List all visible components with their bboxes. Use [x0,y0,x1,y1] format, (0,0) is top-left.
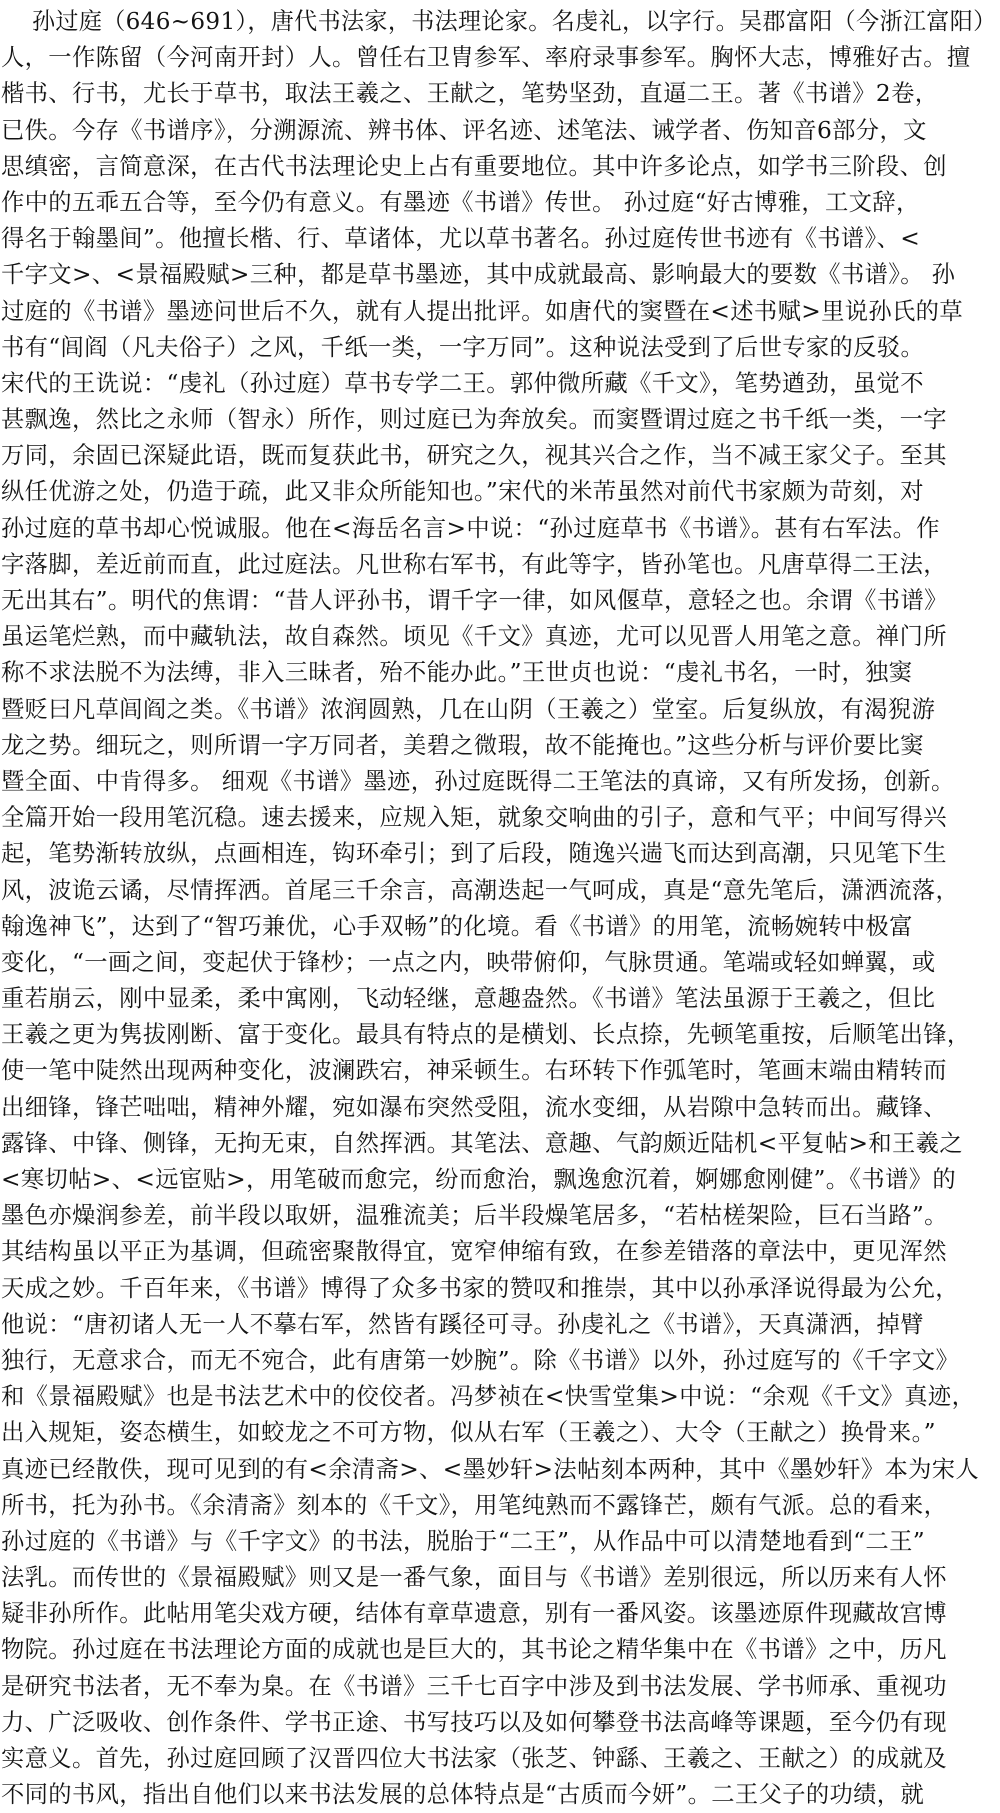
text-line: 使一笔中陡然出现两种变化，波澜跌宕，神采顿生。右环转下作弧笔时，笔画末端由精转而 [1,1057,947,1085]
text-line: 其结构虽以平正为基调，但疏密聚散得宜，宽窄伸缩有致，在参差错落的章法中，更见浑然 [1,1238,947,1266]
text-line: 疑非孙所作。此帖用笔尖戏方硬，结体有章草遗意，别有一番风姿。该墨迹原件现藏故宫博 [1,1600,947,1628]
text-line: 独行，无意求合，而无不宛合，此有唐第一妙腕”。除《书谱》以外，孙过庭写的《千字文》 [1,1346,960,1374]
text-line: 所书，托为孙书。《余清斋》刻本的《千文》，用笔纯熟而不露锋芒，颇有气派。总的看来， [1,1491,948,1519]
text-line: 力、广泛吸收、创作条件、学书正途、书写技巧以及如何攀登书法高峰等课题，至今仍有现 [1,1708,947,1736]
text-line: 书有“闾阎（凡夫俗子）之风，千纸一类，一字万同”。这种说法受到了后世专家的反驳。 [1,333,925,361]
text-line: 甚飘逸，然比之永师（智永）所作，则过庭已为奔放矣。而窦暨谓过庭之书千纸一类，一字 [1,406,947,434]
text-line: 纵任优游之处，仍造于疏，此又非众所能知也。”宋代的米芾虽然对前代书家颇为苛刻，对 [1,478,924,506]
text-line: <寒切帖>、<远宦贴>，用笔破而愈完，纷而愈治，飘逸愈沉着，婀娜愈刚健”。《书谱》的 [1,1166,957,1193]
text-line: 和《景福殿赋》也是书法艺术中的佼佼者。冯梦祯在<快雪堂集>中说：“余观《千文》真迹， [1,1383,976,1411]
text-line: 暨全面、中肯得多。 细观《书谱》墨迹，孙过庭既得二王笔法的真谛，又有所发扬，创新。 [1,767,955,795]
text-line: 他说：“唐初诸人无一人不摹右军，然皆有蹊径可寻。孙虔礼之《书谱》，天真潇洒，掉臂 [1,1310,924,1338]
text-line: 千字文>、<景福殿赋>三种，都是草书墨迹，其中成就最高、影响最大的要数《书谱》。 孙 [1,261,956,289]
text-line: 思缜密，言简意深，在古代书法理论史上占有重要地位。其中许多论点，如学书三阶段、创 [1,152,947,180]
text-line: 风，波诡云谲，尽情挥洒。首尾三千余言，高潮迭起一气呵成，真是“意先笔后，潇洒流落， [1,876,960,904]
text-line: 万同，余固已深疑此语，既而复获此书，研究之久，视其兴合之作，当不减王家父子。至其 [1,442,947,470]
text-line: 露锋、中锋、侧锋，无拘无束，自然挥洒。其笔法、意趣、气韵颇近陆机<平复帖>和王羲之 [1,1129,963,1157]
text-line: 称不求法脱不为法缚，非入三昧者，殆不能办此。”王世贞也说：“虔礼书名，一时，独窦 [1,659,913,687]
text-line: 不同的书风，指出自他们以来书法发展的总体特点是“古质而今妍”。二王父子的功绩，就 [1,1781,925,1809]
text-line: 物院。孙过庭在书法理论方面的成就也是巨大的，其书论之精华集中在《书谱》之中，历凡 [1,1636,947,1664]
text-line: 暨贬曰凡草闾阎之类。《书谱》浓润圆熟，几在山阴（王羲之）堂室。后复纵放，有渴猊游 [1,695,936,723]
text-line: 无出其右”。明代的焦谓：“昔人评孙书，谓千字一律，如风偃草，意轻之也。余谓《书谱》 [1,587,948,614]
text-line: 法乳。而传世的《景福殿赋》则又是一番气象，面目与《书谱》差别很远，所以历来有人怀 [1,1564,947,1592]
text-line: 孙过庭的《书谱》与《千字文》的书法，脱胎于“二王”，从作品中可以清楚地看到“二王” [1,1527,925,1555]
text-line: 王羲之更为隽拔刚断、富于变化。最具有特点的是横划、长点捺，先顿笔重按，后顺笔出锋， [1,1021,971,1049]
text-line: 起，笔势渐转放纵，点画相连，钩环牵引；到了后段，随逸兴遄飞而达到高潮，只见笔下生 [1,840,947,868]
text-line: 重若崩云，刚中显柔，柔中寓刚，飞动轻继，意趣盎然。《书谱》笔法虽源于王羲之，但比 [1,985,936,1013]
text-line: 楷书、行书，尤长于草书，取法王羲之、王献之，笔势坚劲，直逼二王。著《书谱》2卷， [1,80,939,108]
text-line: 全篇开始一段用笔沉稳。速去援来，应规入矩，就象交响曲的引子，意和气平；中间写得兴 [1,804,947,832]
text-line: 出入规矩，姿态横生，如蛟龙之不可方物，似从右军（王羲之）、大令（王献之）换骨来。” [1,1419,936,1447]
text-line: 过庭的《书谱》墨迹问世后不久，就有人提出批评。如唐代的窦暨在<述书赋>里说孙氏的草 [1,297,963,325]
text-line: 得名于翰墨间”。他擅长楷、行、草诸体，尤以草书著名。孙过庭传世书迹有《书谱》、< [1,225,921,253]
text-line: 天成之妙。千百年来，《书谱》博得了众多书家的赞叹和推崇，其中以孙承泽说得最为公允， [1,1274,959,1302]
text-line: 变化，“一画之间，变起伏于锋杪；一点之内，映带俯仰，气脉贯通。笔端或轻如蝉翼，或 [1,948,936,976]
text-line: 虽运笔烂熟，而中藏轨法，故自森然。顷见《千文》真迹，尤可以见晋人用笔之意。禅门所 [1,623,947,651]
text-line: 已佚。今存《书谱序》，分溯源流、辨书体、评名迹、述笔法、诫学者、伤知音6部分，文 [1,116,927,144]
text-line: 翰逸神飞”，达到了“智巧兼优，心手双畅”的化境。看《书谱》的用笔，流畅婉转中极富 [1,912,913,940]
text-line: 作中的五乖五合等，至今仍有意义。有墨迹《书谱》传世。 孙过庭“好古博雅，工文辞， [1,188,920,216]
article-body [0,4,1000,1813]
text-line: 人，一作陈留（今河南开封）人。曾任右卫胄参军、率府录事参军。胸怀大志，博雅好古。擅 [1,44,971,72]
text-line: 孙过庭（646~691），唐代书法家，书法理论家。名虔礼，以字行。吴郡富阳（今浙江富阳） [32,9,997,35]
text-line: 墨色亦燥润参差，前半段以取妍，温雅流美；后半段燥笔居多，“若枯槎架险，巨石当路”。 [1,1202,948,1230]
text-line: 是研究书法者，无不奉为臬。在《书谱》三千七百字中涉及到书法发展、学书师承、重视功 [1,1672,947,1700]
text-line: 真迹已经散佚，现可见到的有<余清斋>、<墨妙轩>法帖刻本两种，其中《墨妙轩》本为宋人 [1,1455,980,1483]
text-line: 实意义。首先，孙过庭回顾了汉晋四位大书法家（张芝、钟繇、王羲之、王献之）的成就及 [1,1745,947,1772]
text-line: 龙之势。细玩之，则所谓一字万同者，美碧之微瑕，故不能掩也。”这些分析与评价要比窦 [1,731,924,759]
text-line: 字落脚，差近前而直，此过庭法。凡世称右军书，有此等字，皆孙笔也。凡唐草得二王法， [1,550,947,578]
text-line: 宋代的王诜说：“虔礼（孙过庭）草书专学二王。郭仲微所藏《千文》，笔势遒劲，虽觉不 [1,369,924,397]
text-line: 孙过庭的草书却心悦诚服。他在<海岳名言>中说：“孙过庭草书《书谱》。甚有右军法。作 [1,514,940,542]
text-line: 出细锋，锋芒咄咄，精神外耀，宛如瀑布突然受阻，流水变细，从岩隙中急转而出。藏锋、 [1,1093,947,1121]
